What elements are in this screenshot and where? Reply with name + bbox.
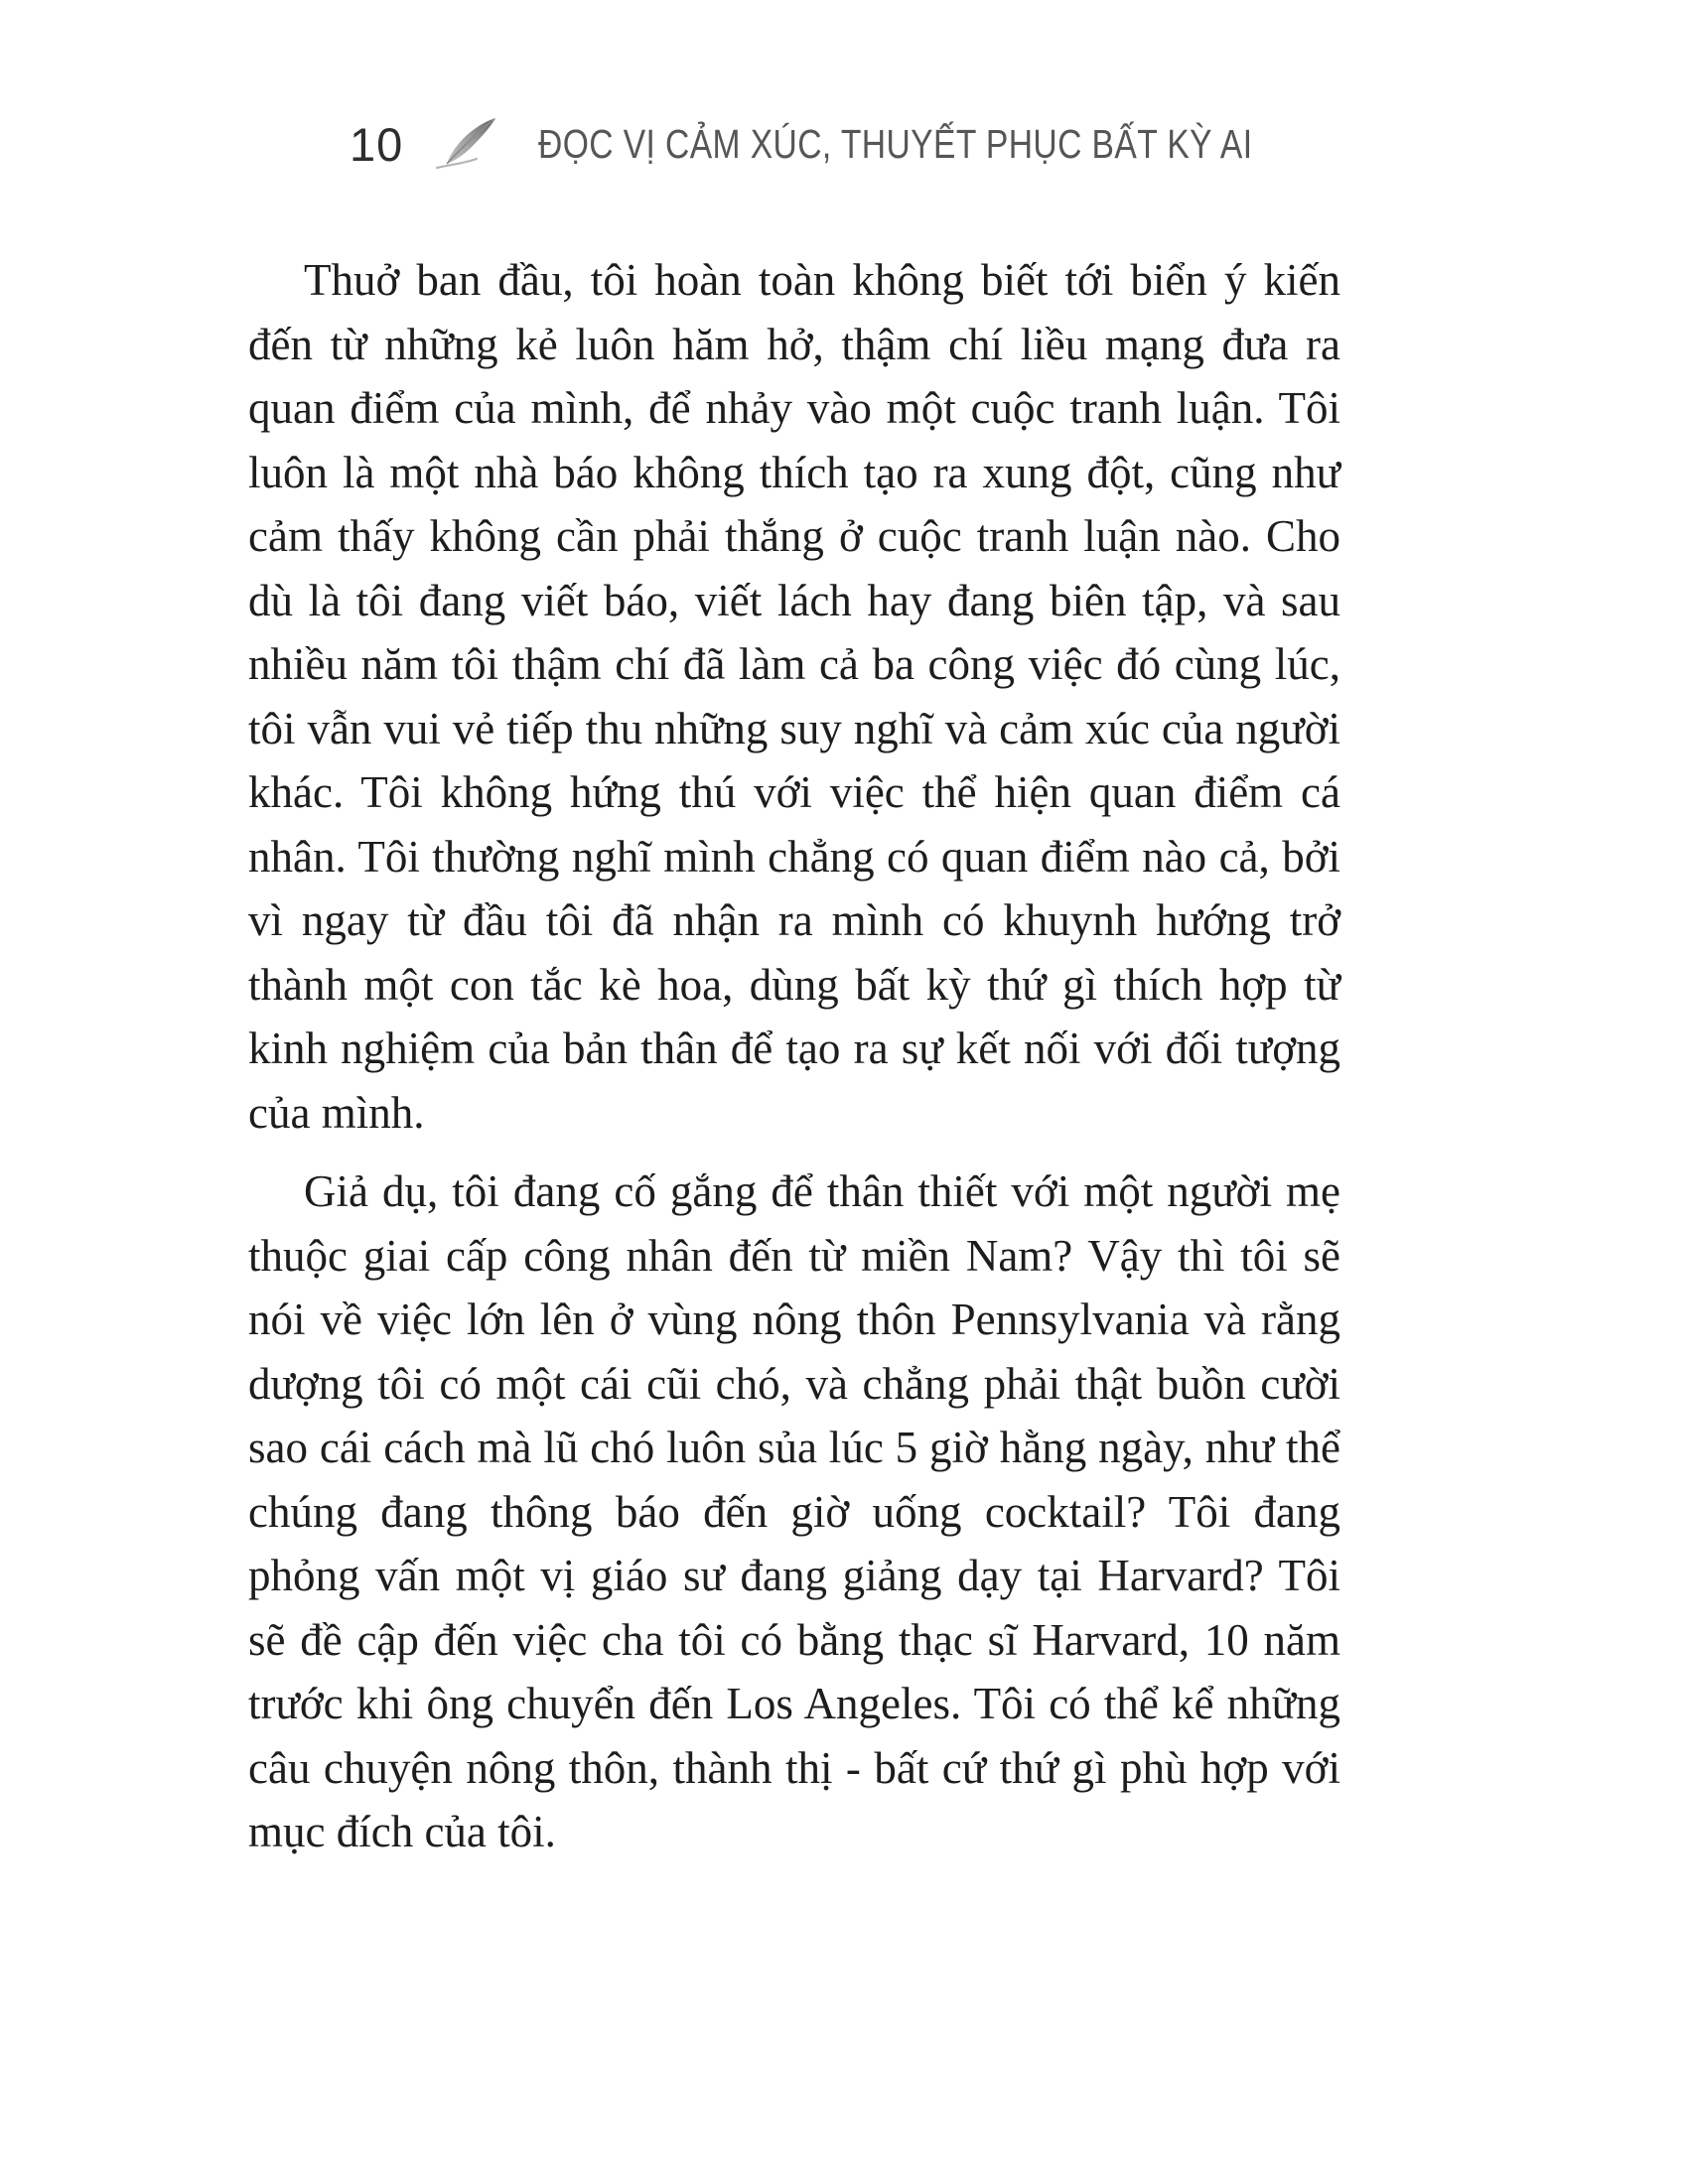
paragraph-1: Thuở ban đầu, tôi hoàn toàn không biết tới biển ý kiến đến từ những kẻ luôn hăm hở, thậm chí liều mạng đưa ra quan điểm của mình, để nhảy vào một cuộc tranh luận. Tôi luôn là một nhà báo không thích tạo ra xung đột, cũng như cảm thấy không cần phải thắng ở cuộc tranh luận nào. Cho dù là tôi đang viết báo, viết lách hay đang biên tập, và sau nhiều năm tôi thậm chí đã làm cả ba công việc đó cùng lúc, tôi vẫn vui vẻ tiếp thu những suy nghĩ và cảm xúc của người khác. Tôi không hứng thú với việc thể hiện quan điểm cá nhân. Tôi thường nghĩ mình chẳng có quan điểm nào cả, bởi vì ngay từ đầu tôi đã nhận ra mình có khuynh hướng trở thành một con tắc kè hoa, dùng bất kỳ thứ gì thích hợp từ kinh nghiệm của bản thân để tạo ra sự kết nối với đối tượng của mình. xyxy=(248,255,1340,1138)
quill-pen-icon xyxy=(433,115,504,173)
page-body xyxy=(248,248,1340,1879)
page-header xyxy=(350,115,1410,173)
page-number: 10 xyxy=(350,117,404,171)
paragraph-2: Giả dụ, tôi đang cố gắng để thân thiết với một người mẹ thuộc giai cấp công nhân đến từ miền Nam? Vậy thì tôi sẽ nói về việc lớn lên ở vùng nông thôn Pennsylvania và rằng dượng tôi có một cái cũi chó, và chẳng phải thật buồn cười sao cái cách mà lũ chó luôn sủa lúc 5 giờ hằng ngày, như thể chúng đang thông báo đến giờ uống cocktail? Tôi đang phỏng vấn một vị giáo sư đang giảng dạy tại Harvard? Tôi sẽ đề cập đến việc cha tôi có bằng thạc sĩ Harvard, 10 năm trước khi ông chuyển đến Los Angeles. Tôi có thể kể những câu chuyện nông thôn, thành thị - bất cứ thứ gì phù hợp với mục đích của tôi. xyxy=(248,1166,1340,1856)
running-title: ĐỌC VỊ CẢM XÚC, THUYẾT PHỤC BẤT KỲ AI xyxy=(538,120,1253,167)
